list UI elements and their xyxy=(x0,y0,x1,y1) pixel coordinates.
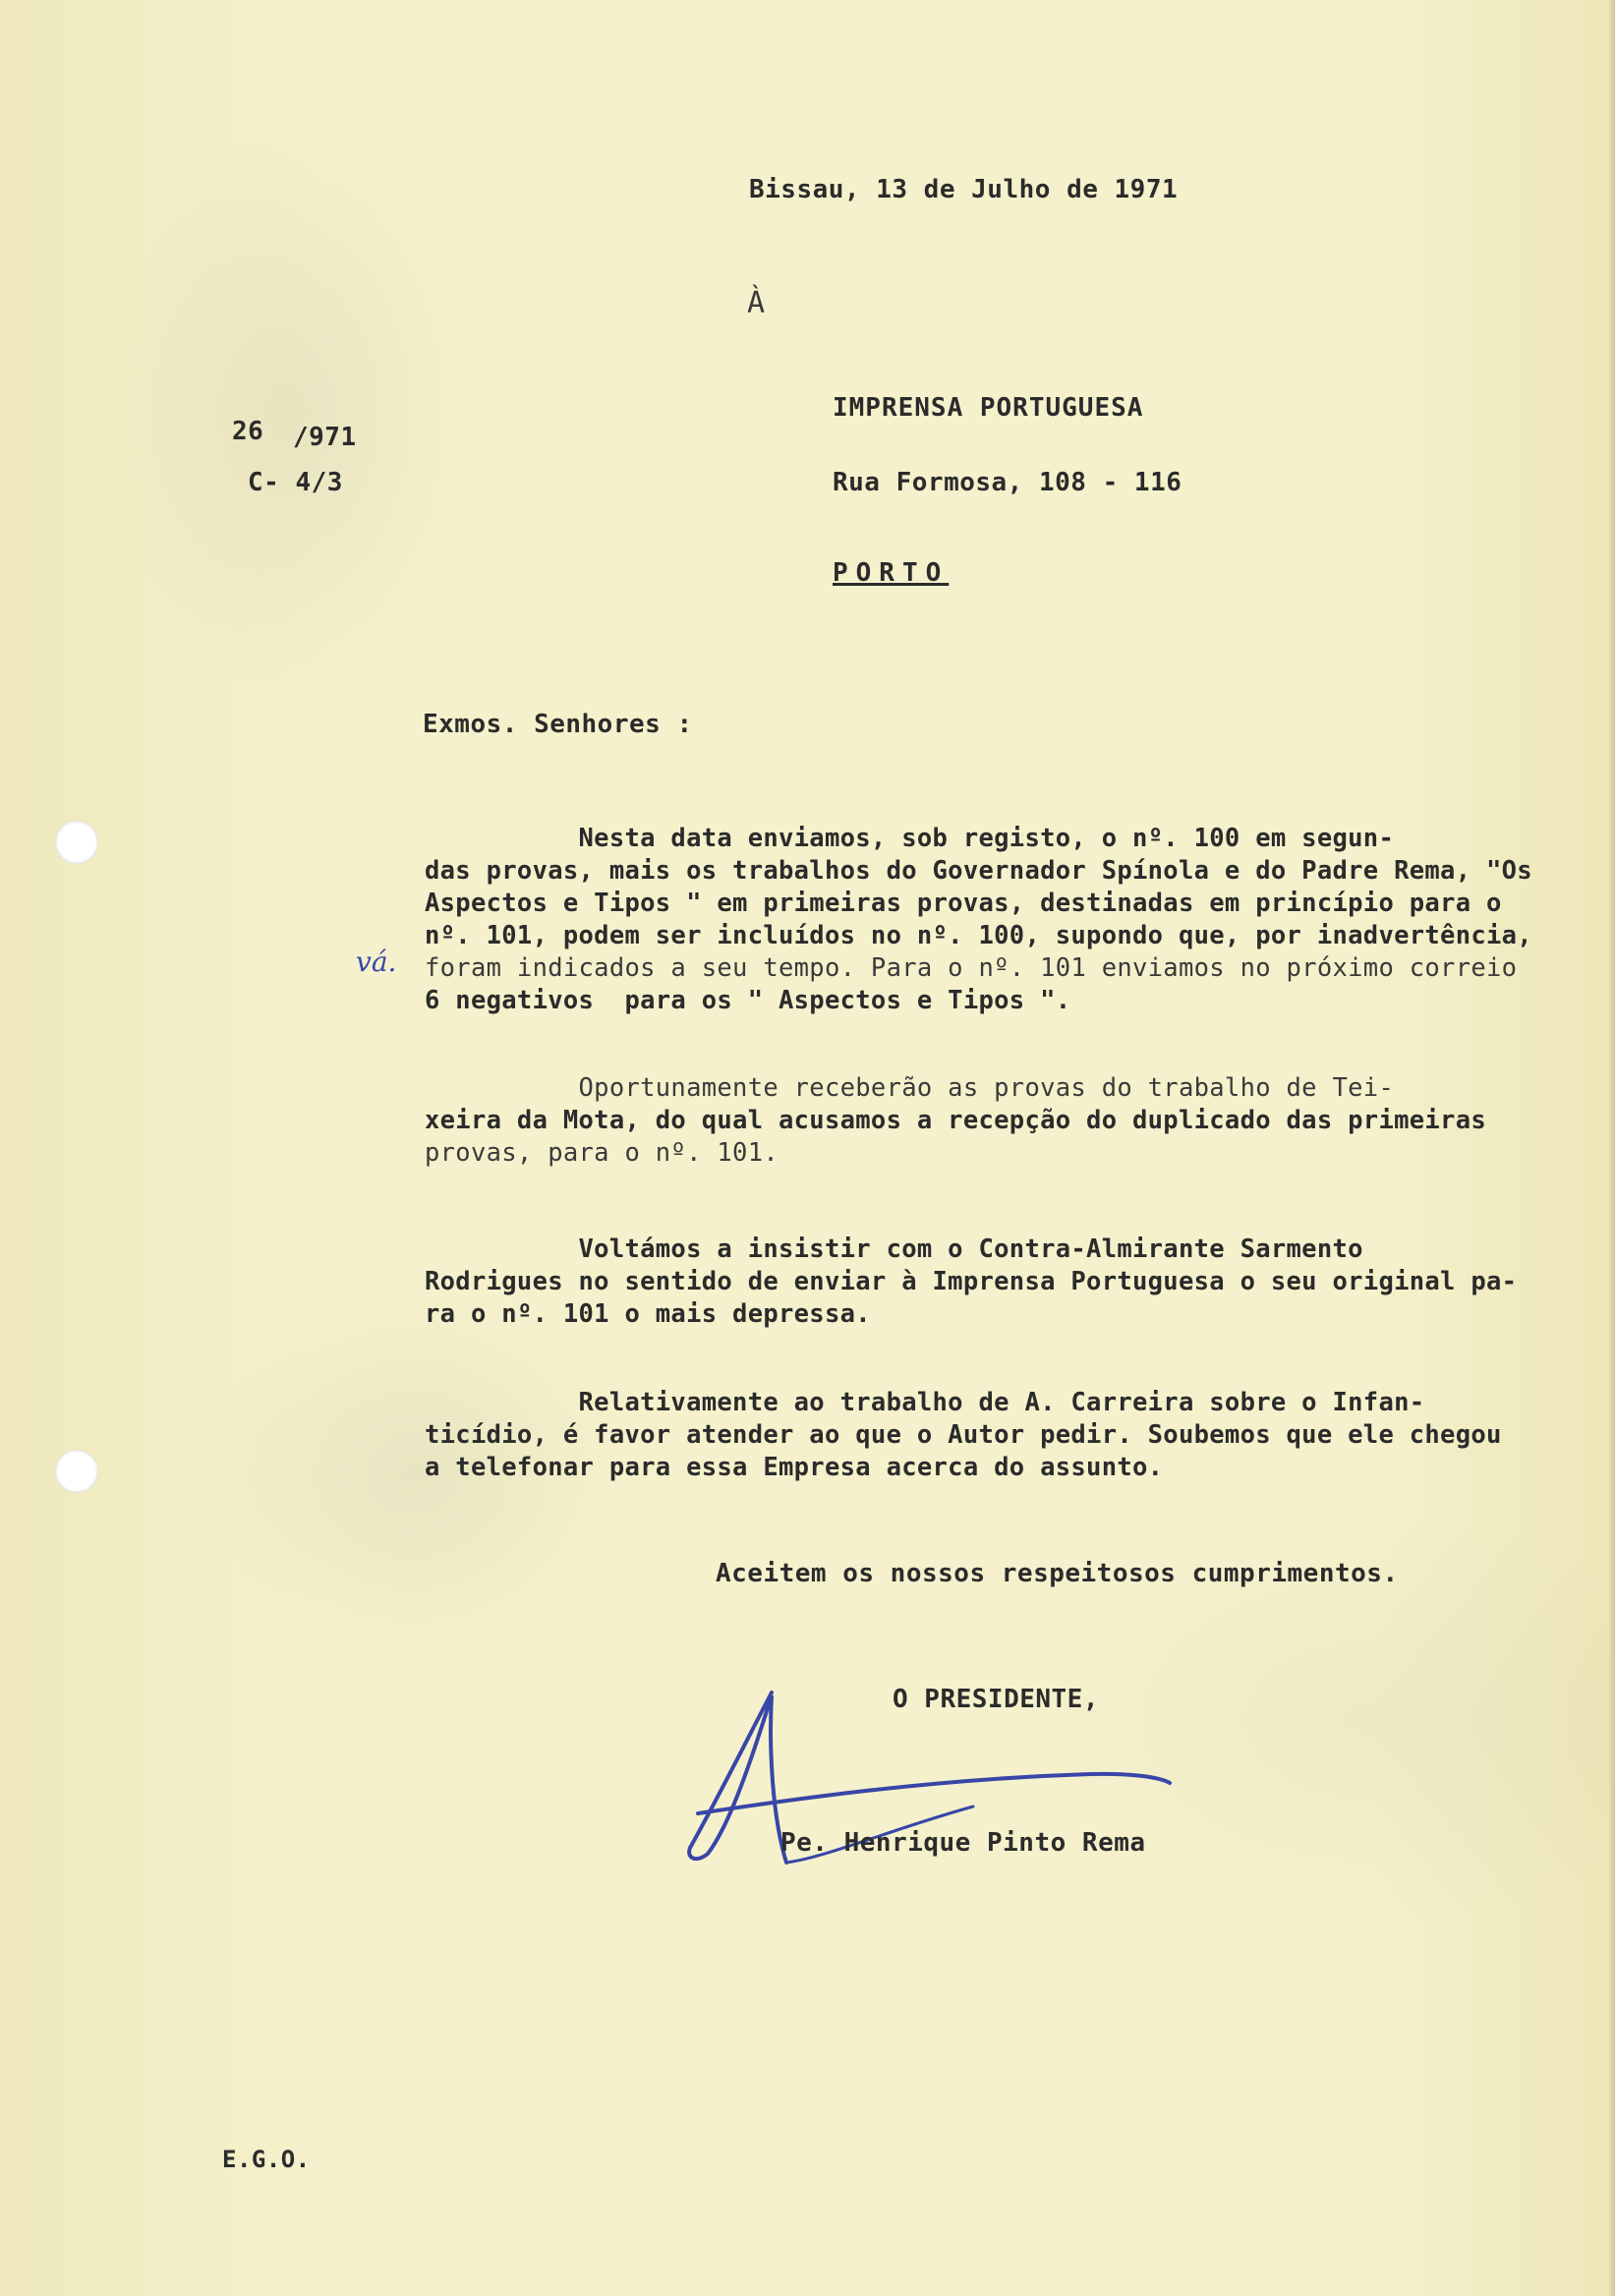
typist-initials: E.G.O. xyxy=(222,2146,311,2173)
to-mark: À xyxy=(747,286,766,320)
paragraph-line: xeira da Mota, do qual acusamos a recepção do duplicado das primeiras xyxy=(425,1106,1487,1135)
paragraph-line: Voltámos a insistir com o Contra-Almirante Sarmento xyxy=(425,1234,1363,1264)
paragraph-line: provas, para o nº. 101. xyxy=(425,1138,779,1168)
paragraph-line: Nesta data enviamos, sob registo, o nº. 100 em segun- xyxy=(425,824,1395,853)
recipient-city: PORTO xyxy=(833,558,950,588)
paragraph-line: Rodrigues no sentido de enviar à Imprensa Portuguesa o seu original pa- xyxy=(425,1267,1518,1296)
paragraph-line: Oportunamente receberão as provas do trabalho de Tei- xyxy=(425,1073,1395,1103)
paragraph-line: foram indicados a seu tempo. Para o nº. 101 enviamos no próximo correio xyxy=(425,953,1518,983)
recipient-address: Rua Formosa, 108 - 116 xyxy=(833,468,1182,497)
signatory-name: Pe. Henrique Pinto Rema xyxy=(780,1828,1146,1858)
reference-number: 26 xyxy=(232,417,264,446)
paragraph-line: Relativamente ao trabalho de A. Carreira sobre o Infan- xyxy=(425,1388,1425,1417)
reference-year: /971 xyxy=(293,423,357,452)
place-date: Bissau, 13 de Julho de 1971 xyxy=(749,175,1179,204)
paragraph-line: Aspectos e Tipos " em primeiras provas, destinadas em princípio para o xyxy=(425,889,1502,918)
paragraph-line: 6 negativos para os " Aspectos e Tipos ". xyxy=(425,986,1071,1015)
paragraph-line: das provas, mais os trabalhos do Governador Spínola e do Padre Rema, "Os xyxy=(425,856,1532,886)
punch-hole-top xyxy=(55,821,98,864)
paragraph-line: ra o nº. 101 o mais depressa. xyxy=(425,1299,871,1329)
recipient-name: IMPRENSA PORTUGUESA xyxy=(833,393,1144,423)
signatory-title: O PRESIDENTE, xyxy=(893,1685,1099,1714)
closing: Aceitem os nossos respeitosos cumprimentos. xyxy=(716,1559,1399,1588)
paragraph-line: nº. 101, podem ser incluídos no nº. 100, supondo que, por inadvertência, xyxy=(425,921,1532,950)
salutation: Exmos. Senhores : xyxy=(423,710,693,739)
reference-code: C- 4/3 xyxy=(248,468,343,497)
paragraph-line: a telefonar para essa Empresa acerca do assunto. xyxy=(425,1453,1164,1482)
margin-handwritten-note: vá. xyxy=(356,946,397,978)
punch-hole-bottom xyxy=(55,1450,98,1493)
paper-edge xyxy=(1609,0,1615,2296)
paragraph-line: ticídio, é favor atender ao que o Autor pedir. Soubemos que ele chegou xyxy=(425,1420,1502,1450)
